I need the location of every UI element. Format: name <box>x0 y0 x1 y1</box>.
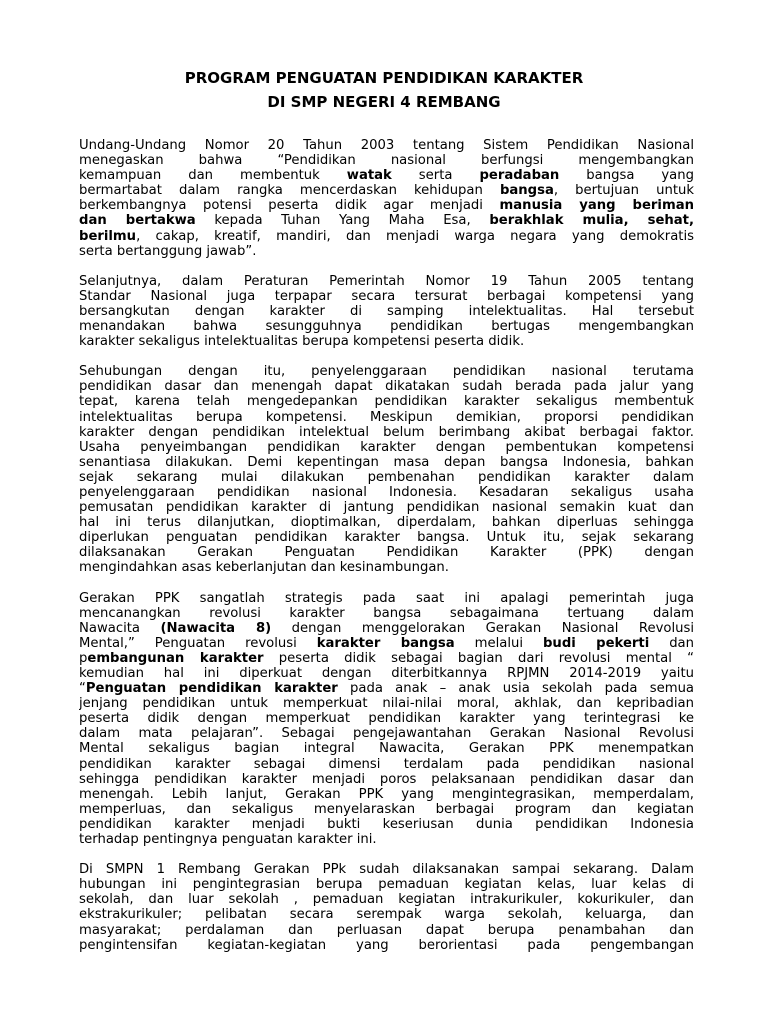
text-run: karakter sekaligus intelektualitas berupa kompetensi peserta didik. <box>79 334 525 350</box>
text-line <box>79 772 694 787</box>
paragraph <box>79 591 694 848</box>
text-line <box>79 711 694 726</box>
text-line <box>79 168 694 183</box>
text-line <box>79 440 694 455</box>
text-run: kemampuan dan membentuk <box>79 168 347 184</box>
document-body <box>79 138 694 968</box>
text-run: p <box>79 650 88 666</box>
text-line <box>79 696 694 711</box>
bold-text: embangunan karakter <box>87 650 264 666</box>
text-run: Usaha penyeimbangan pendidikan karakter dengan pembentukan kompetensi <box>79 439 694 455</box>
text-line <box>79 213 694 228</box>
text-line <box>79 938 694 953</box>
text-run: Undang-Undang Nomor 20 Tahun 2003 tentang Sistem Pendidikan Nasional <box>79 138 694 153</box>
text-run: pendidikan karakter sebagai dimensi terdalam pada pendidikan nasional <box>79 756 694 772</box>
text-run: bersangkutan dengan karakter di samping intelektualitas. Hal tersebut <box>79 303 694 319</box>
text-run: menegaskan bahwa “Pendidikan nasional berfungsi mengembangkan <box>79 153 694 169</box>
text-run: hal ini terus dilanjutkan, dioptimalkan, diperdalam, bahkan diperluas sehingga <box>79 515 694 531</box>
text-line <box>79 455 694 470</box>
paragraph <box>79 274 694 349</box>
text-line <box>79 138 694 153</box>
text-line <box>79 923 694 938</box>
text-line <box>79 651 694 666</box>
text-run: Sehubungan dengan itu, penyelenggaraan pendidikan nasional terutama <box>79 364 694 380</box>
text-line <box>79 621 694 636</box>
text-line <box>79 410 694 425</box>
text-run: menandakan bahwa sesungguhnya pendidikan bertugas mengembangkan <box>79 319 694 335</box>
text-line <box>79 636 694 651</box>
text-run: pendidikan dasar dan menengah dapat dikatakan sudah berada pada jalur yang <box>79 379 694 395</box>
text-line <box>79 862 694 877</box>
text-line <box>79 289 694 304</box>
text-run: pendidikan karakter menjadi bukti keseriusan dunia pendidikan Indonesia <box>79 816 694 832</box>
text-run: dalam mata pelajaran”. Sebagai pengejawantahan Gerakan Nasional Revolusi <box>79 726 694 742</box>
text-run: masyarakat; perdalaman dan perluasan dapat berupa penambahan dan <box>79 922 694 938</box>
text-run: senantiasa dilakukan. Demi kepentingan masa depan bangsa Indonesia, bahkan <box>79 454 694 470</box>
text-line <box>79 757 694 772</box>
text-run: dengan menggelorakan Gerakan Nasional Revolusi <box>271 620 694 636</box>
bold-text: budi pekerti <box>542 635 650 651</box>
text-run: mengindahkan asas keberlanjutan dan kesinambungan. <box>79 560 449 576</box>
text-run: pada anak – anak usia sekolah pada semua <box>337 681 694 697</box>
text-line <box>79 741 694 756</box>
text-line <box>79 515 694 530</box>
bold-text: berakhlak mulia, sehat, <box>489 213 694 229</box>
text-run: Standar Nasional juga terpapar secara tersurat berbagai kompetensi yang <box>79 288 694 304</box>
text-line <box>79 198 694 213</box>
text-run: , bertujuan untuk <box>553 183 694 199</box>
text-run: bermartabat dalam rangka mencerdaskan kehidupan <box>79 183 500 199</box>
text-line <box>79 244 694 259</box>
text-line <box>79 666 694 681</box>
text-line <box>79 681 694 696</box>
text-line <box>79 832 694 847</box>
text-run: terhadap pentingnya penguatan karakter ini. <box>79 832 377 848</box>
bold-text: Penguatan pendidikan karakter <box>85 681 338 697</box>
text-line <box>79 183 694 198</box>
text-line <box>79 907 694 922</box>
paragraph <box>79 862 694 953</box>
text-run: intelektualitas berupa kompetensi. Meskipun demikian, proporsi pendidikan <box>79 409 694 425</box>
paragraph <box>79 138 694 259</box>
text-run: sekolah, dan luar sekolah , pemaduan kegiatan intrakurikuler, kokurikuler, dan <box>79 892 694 908</box>
text-line <box>79 787 694 802</box>
text-line <box>79 274 694 289</box>
text-line <box>79 591 694 606</box>
text-run: Gerakan PPK sangatlah strategis pada saat ini apalagi pemerintah juga <box>79 590 694 606</box>
title-line-1: PROGRAM PENGUATAN PENDIDIKAN KARAKTER <box>184 69 584 87</box>
text-run: dilaksanakan Gerakan Penguatan Pendidikan Karakter (PPK) dengan <box>79 545 694 561</box>
text-run: melalui <box>454 635 543 651</box>
title-line-2: DI SMP NEGERI 4 REMBANG <box>267 93 501 111</box>
text-run: pemusatan pendidikan karakter di jantung pendidikan nasional semakin kuat dan <box>79 500 694 516</box>
text-run: serta bertanggung jawab”. <box>79 243 257 259</box>
text-line <box>79 379 694 394</box>
text-run: tepat, karena telah mengedepankan pendidikan karakter sekaligus membentuk <box>79 394 694 410</box>
text-run: Di SMPN 1 Rembang Gerakan PPk sudah dilaksanakan sampai sekarang. Dalam <box>79 862 694 878</box>
bold-text: dan bertakwa <box>79 213 196 229</box>
text-run: sehingga pendidikan karakter menjadi poros pelaksanaan pendidikan dasar dan <box>79 771 694 787</box>
text-run: dan <box>649 635 694 651</box>
text-run: memperluas, dan sekaligus menyelaraskan berbagai program dan kegiatan <box>79 801 694 817</box>
text-line <box>79 545 694 560</box>
text-line <box>79 470 694 485</box>
text-run: peserta didik dengan memperkuat pendidikan karakter yang terintegrasi ke <box>79 711 694 727</box>
text-run: sejak sekarang mulai dilakukan pembenahan pendidikan karakter dalam <box>79 469 694 485</box>
document-title <box>0 66 768 114</box>
text-line <box>79 530 694 545</box>
text-run: ekstrakurikuler; pelibatan secara serempak warga sekolah, keluarga, dan <box>79 907 694 923</box>
text-run: bangsa yang <box>559 168 694 184</box>
bold-text: watak <box>346 168 392 184</box>
text-line <box>79 304 694 319</box>
text-run: , cakap, kreatif, mandiri, dan menjadi warga negara yang demokratis <box>136 228 694 244</box>
text-line <box>79 877 694 892</box>
text-line <box>79 319 694 334</box>
bold-text: bangsa <box>499 183 554 199</box>
text-run: menengah. Lebih lanjut, Gerakan PPK yang mengintegrasikan, memperdalam, <box>79 786 694 802</box>
text-run: pengintensifan kegiatan-kegiatan yang berorientasi pada pengembangan <box>79 937 694 953</box>
text-line <box>79 153 694 168</box>
bold-text: (Nawacita 8) <box>160 620 272 636</box>
text-run: Selanjutnya, dalam Peraturan Pemerintah Nomor 19 Tahun 2005 tentang <box>79 273 694 289</box>
text-run: jenjang pendidikan untuk memperkuat nilai-nilai moral, akhlak, dan kepribadian <box>79 696 694 712</box>
bold-text: manusia yang beriman <box>499 198 694 214</box>
text-run: Mental,” Penguatan revolusi <box>79 635 317 651</box>
text-line <box>79 802 694 817</box>
text-run: hubungan ini pengintegrasian berupa pemaduan kegiatan kelas, luar kelas di <box>79 877 694 893</box>
text-line <box>79 892 694 907</box>
text-line <box>79 817 694 832</box>
bold-text: karakter bangsa <box>316 635 455 651</box>
text-line <box>79 500 694 515</box>
bold-text: peradaban <box>479 168 560 184</box>
text-run: kemudian hal ini diperkuat dengan diterbitkannya RPJMN 2014-2019 yaitu <box>79 666 694 681</box>
text-run: Mental sekaligus bagian integral Nawacita, Gerakan PPK menempatkan <box>79 741 694 757</box>
text-line <box>79 560 694 575</box>
text-run: serta <box>391 168 480 184</box>
text-line <box>79 394 694 409</box>
text-line <box>79 425 694 440</box>
text-run: peserta didik sebagai bagian dari revolusi mental “ <box>263 650 694 666</box>
text-run: penyelenggaraan pendidikan nasional Indonesia. Kesadaran sekaligus usaha <box>79 484 694 500</box>
paragraph <box>79 364 694 575</box>
text-run: berkembangnya potensi peserta didik agar menjadi <box>79 198 500 214</box>
text-line <box>79 606 694 621</box>
text-line <box>79 726 694 741</box>
text-line <box>79 229 694 244</box>
text-run: diperlukan penguatan pendidikan karakter bangsa. Untuk itu, sejak sekarang <box>79 530 694 546</box>
text-run: “ <box>79 681 86 697</box>
text-run: kepada Tuhan Yang Maha Esa, <box>195 213 490 229</box>
text-run: Nawacita <box>79 620 161 636</box>
text-run: mencanangkan revolusi karakter bangsa sebagaimana tertuang dalam <box>79 605 694 621</box>
text-line <box>79 334 694 349</box>
bold-text: berilmu <box>79 228 137 244</box>
text-run: karakter dengan pendidikan intelektual belum berimbang akibat berbagai faktor. <box>79 424 694 440</box>
text-line <box>79 364 694 379</box>
text-line <box>79 485 694 500</box>
